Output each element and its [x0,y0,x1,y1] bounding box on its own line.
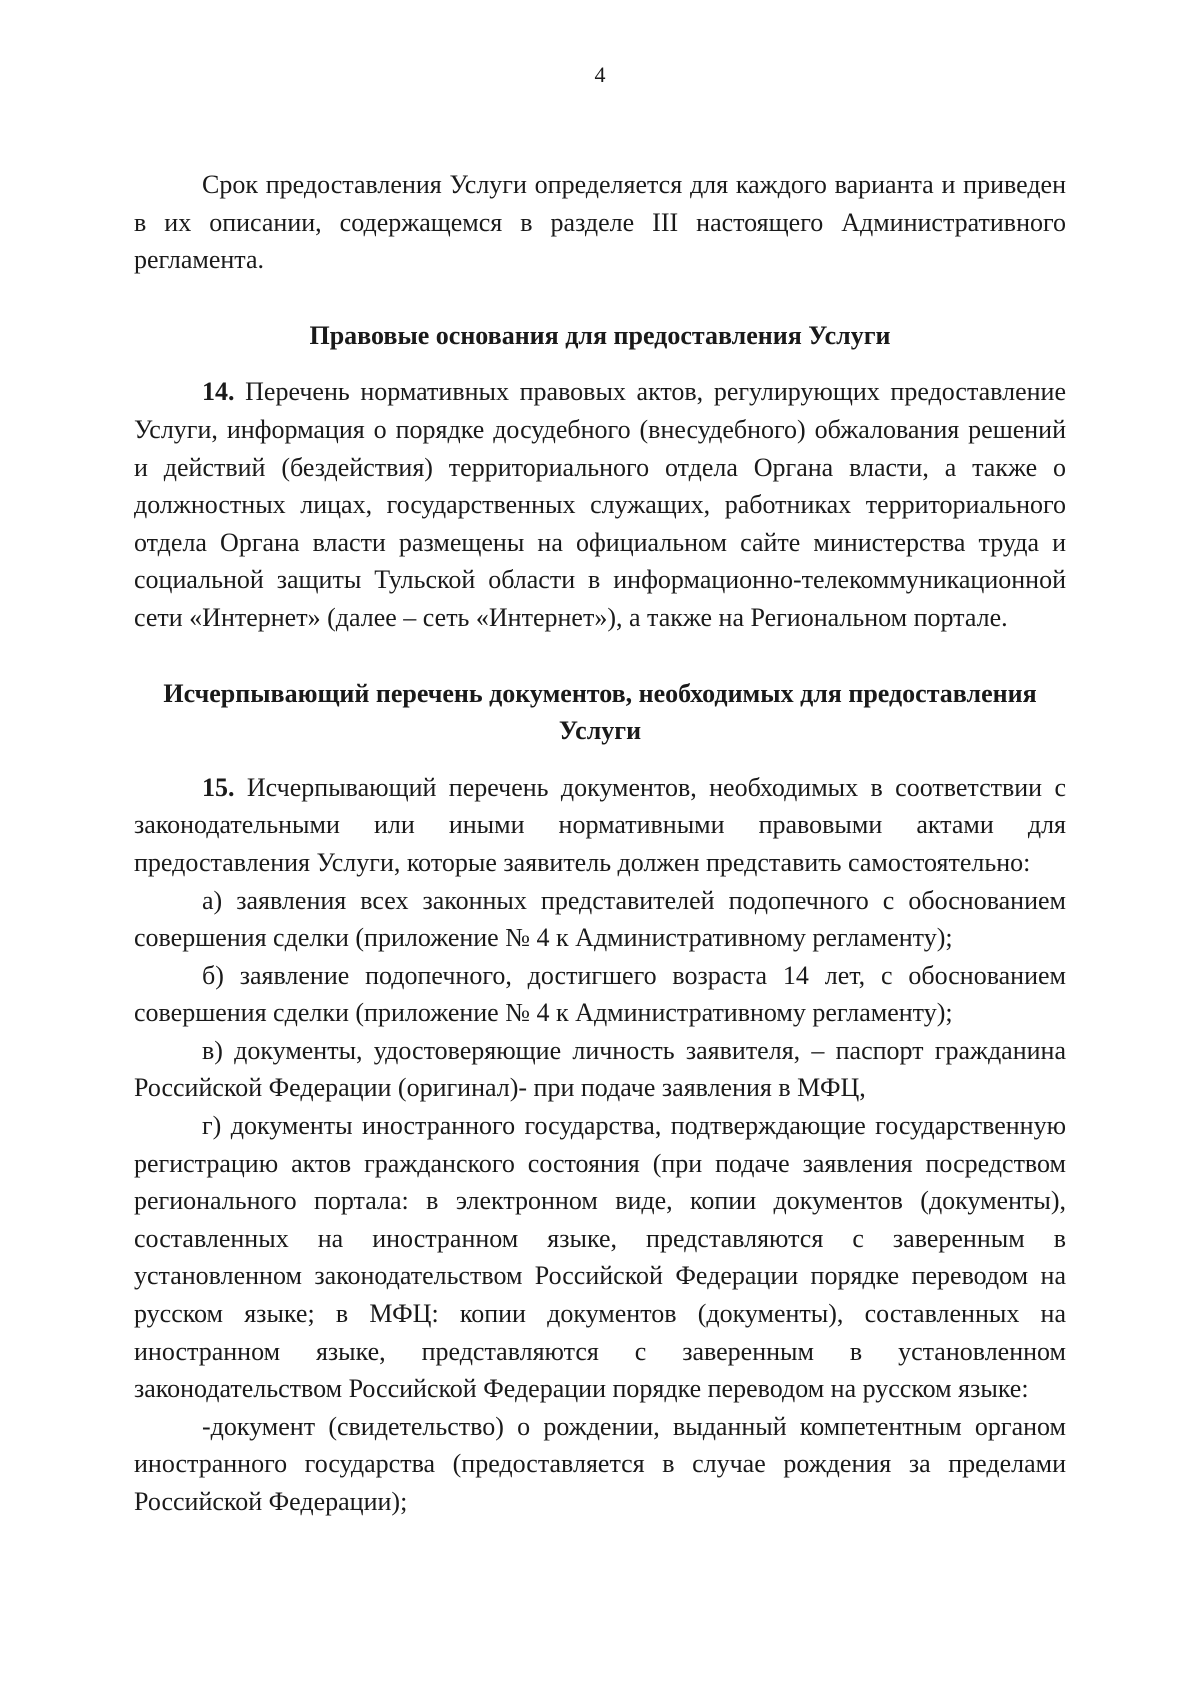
section-heading-documents: Исчерпывающий перечень документов, необходимых для предоставления Услуги [163,678,1037,746]
section-heading-legal-basis: Правовые основания для предоставления Услуги [309,320,891,350]
page-number: 4 [594,62,606,87]
paragraph-15 [134,769,1066,882]
document-body [134,166,1066,1521]
paragraph-15-text: Исчерпывающий перечень документов, необходимых в соответствии с законодательными или иными нормативными правовыми актами для предоставления Услуги, которые заявитель должен представить самостоятельно: [134,772,1066,877]
list-item-v: в) документы, удостоверяющие личность заявителя, – паспорт гражданина Российской Федерации (оригинал)- при подаче заявления в МФЦ, [134,1035,1066,1103]
paragraph-15-number: 15. [202,772,235,802]
paragraph-14-number: 14. [202,377,235,407]
list-item-dash: -документ (свидетельство) о рождении, выданный компетентным органом иностранного государства (предоставляется в случае рождения за пределами Российской Федерации); [134,1411,1066,1516]
paragraph-14 [134,373,1066,636]
intro-paragraph: Срок предоставления Услуги определяется для каждого варианта и приведен в их описании, содержащемся в разделе III настоящего Административного регламента. [134,170,1066,275]
list-item-a: а) заявления всех законных представителей подопечного с обоснованием совершения сделки (приложение № 4 к Административному регламенту); [134,885,1066,953]
list-item-g: г) документы иностранного государства, подтверждающие государственную регистрацию актов гражданского состояния (при подаче заявления посредством регионального портала: в электронном виде, копии документов (документы), составленных на иностранном языке, представляются с заверенным в установленном законодательством Российской Федерации порядке переводом на русском языке; в МФЦ: копии документов (документы), составленных на иностранном языке, представляются с заверенным в установленном законодательством Российской Федерации порядке переводом на русском языке: [134,1111,1066,1404]
list-item-b: б) заявление подопечного, достигшего возраста 14 лет, с обоснованием совершения сделки (приложение № 4 к Административному регламенту); [134,960,1066,1028]
paragraph-14-text: Перечень нормативных правовых актов, регулирующих предоставление Услуги, информация о порядке досудебного (внесудебного) обжалования решений и действий (бездействия) территориального отдела Органа власти, а также о должностных лицах, государственных служащих, работниках территориального отдела Органа власти размещены на официальном сайте министерства труда и социальной защиты Тульской области в информационно-телекоммуникационной сети «Интернет» (далее – сеть «Интернет»), а также на Региональном портале. [134,377,1066,632]
